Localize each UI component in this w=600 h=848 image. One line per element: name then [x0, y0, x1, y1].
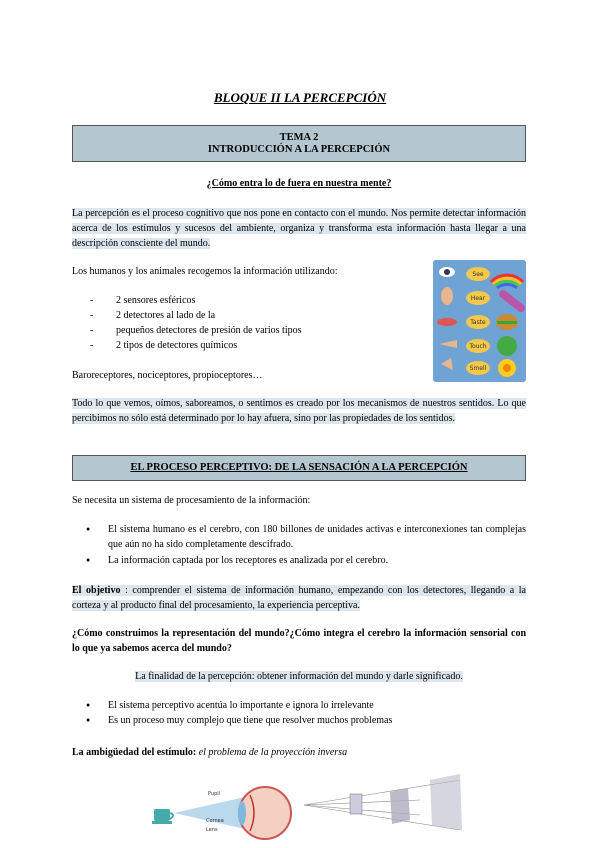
perceived-text: Todo lo que vemos, oímos, saboreamos, o sentimos es creado por los mecanismos de nuestros sentidos. Lo que percibimos no sólo está determinado por lo hay afuera, sino por las propiedades de los sentidos.	[72, 398, 526, 424]
eye-diagram	[150, 775, 300, 840]
objective-label: El objetivo	[72, 585, 121, 596]
list-item: - 2 sensores esféricos	[72, 293, 422, 308]
projection-diagram	[300, 770, 465, 840]
question-heading: ¿Cómo entra lo de fuera en nuestra mente?	[206, 178, 392, 189]
system-bullets	[72, 522, 526, 568]
tema-number: TEMA 2	[279, 132, 319, 143]
cactus-icon	[497, 336, 517, 356]
objective-text: : comprender el sistema de información humano, empezando con los detectores, llegando a la corteza y al producto final del procesamiento, la experiencia perceptiva.	[72, 585, 527, 611]
section-header-box	[72, 455, 526, 481]
cup-icon	[154, 809, 170, 821]
list-item: - 2 detectores al lado de la	[72, 308, 422, 323]
section-title: EL PROCESO PERCEPTIVO: DE LA SENSACIÓN A LA PERCEPCIÓN	[130, 462, 468, 473]
intro-list-text: Los humanos y los animales recogemos la información utilizando:	[72, 266, 338, 277]
sense-label-touch: Touch	[469, 343, 487, 350]
senses-illustration	[433, 260, 526, 382]
purpose-text: La finalidad de la percepción: obtener información del mundo y darle significado.	[135, 671, 463, 682]
question2-heading: ¿Cómo construimos la representación del mundo?¿Cómo integra el cerebro la información sensorial con lo que ya sabemos acerca del mundo?	[72, 628, 526, 654]
list-item: ● Es un proceso muy complejo que tiene que resolver muchos problemas	[72, 713, 526, 728]
receptors-text: Baroreceptores, nociceptores, propioceptores…	[72, 370, 263, 381]
eye-label-lens: Lens	[206, 827, 218, 833]
eyeball-icon	[239, 787, 291, 839]
list-item: ● La información captada por los receptores es analizada por el cerebro.	[72, 553, 526, 568]
lips-icon	[437, 318, 457, 326]
list-item: ● El sistema humano es el cerebro, con 180 billones de unidades activas e interconexiones tan complejas que aún no ha sido completamente descifrado.	[72, 522, 526, 552]
list-item: - pequeños detectores de presión de varios tipos	[72, 323, 422, 338]
definition-text: La percepción es el proceso cognitivo que nos pone en contacto con el mundo. Nos permite detectar información acerca de los estímulos y sucesos del ambiente, organiza y transforma esta información hasta llegar a una descripción consciente del mundo.	[72, 208, 526, 249]
list-item: ● El sistema perceptivo acentúa lo importante e ignora lo irrelevante	[72, 698, 526, 713]
sense-label-hear: Hear	[470, 295, 486, 302]
ambiguity-label: La ambigüedad del estímulo:	[72, 747, 197, 758]
sense-label-taste: Taste	[470, 319, 486, 326]
sense-label-see: See	[472, 271, 484, 278]
list-item: - 2 tipos de detectores químicos	[72, 338, 422, 353]
tema-header-box	[72, 125, 526, 162]
ambiguity-line	[72, 745, 526, 760]
image-plane-icon	[350, 794, 362, 814]
purpose-bullets	[72, 698, 526, 728]
detectors-list	[72, 293, 422, 353]
purpose-paragraph	[72, 669, 526, 684]
definition-paragraph	[72, 206, 526, 251]
tema-title: INTRODUCCIÓN A LA PERCEPCIÓN	[207, 144, 391, 155]
perceived-paragraph	[72, 396, 526, 426]
ambiguity-text: el problema de la proyección inversa	[198, 747, 348, 758]
ear-icon	[441, 287, 453, 305]
eye-label-cornea: Cornea	[206, 818, 224, 824]
document-title: BLOQUE II LA PERCEPCIÓN	[213, 90, 387, 105]
sense-label-smell: Smell	[469, 365, 487, 372]
eye-label-pupil: Pupil	[208, 791, 221, 797]
objective-paragraph	[72, 583, 526, 613]
need-system-text: Se necesita un sistema de procesamiento de la información:	[72, 495, 311, 506]
